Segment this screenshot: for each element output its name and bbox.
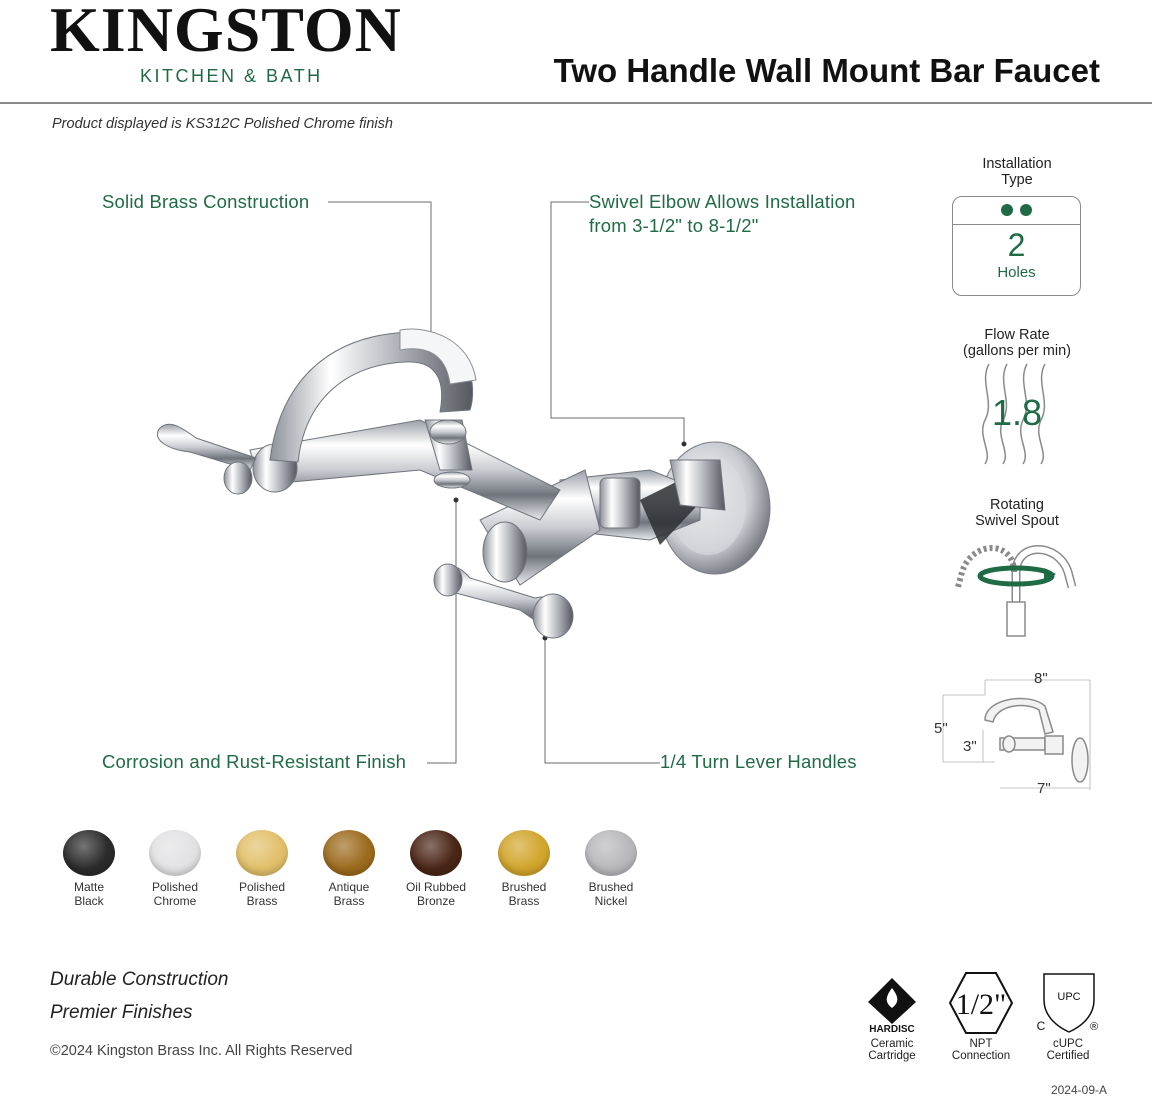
brand-subtitle: KITCHEN & BATH — [140, 66, 323, 86]
brand-logo: KINGSTON — [50, 0, 402, 65]
hardisc-logo-icon — [862, 972, 922, 1034]
installation-type-icon — [952, 196, 1081, 296]
callout-lever-handles: 1/4 Turn Lever Handles — [660, 751, 857, 772]
sink-deck-icon — [953, 197, 1080, 225]
cupc-logo-icon — [1032, 970, 1104, 1036]
copyright-text: 2024 Kingston Brass Inc. All Rights Reserved — [60, 1043, 353, 1059]
cupc-registered-text: ® — [1089, 1021, 1099, 1033]
callout-swivel-line2: from 3-1/2" to 8-1/2" — [589, 215, 759, 236]
tagline-premier: Premier Finishes — [50, 1002, 193, 1023]
flow-rate-label — [937, 327, 1097, 359]
finish-label-line2: Bronze — [416, 894, 456, 908]
cert-npt-line2: Connection — [951, 1050, 1011, 1062]
callout-swivel-elbow — [589, 190, 856, 238]
cert-hardisc-label — [847, 1038, 937, 1062]
dimension-height: 5" — [934, 720, 948, 737]
finish-label-line2: Brass — [333, 894, 365, 908]
page-title: Two Handle Wall Mount Bar Faucet — [553, 52, 1100, 89]
cupc-upc-text: UPC — [1057, 991, 1081, 1003]
flow-label-line2: (gallons per min) — [963, 343, 1071, 359]
dimension-inner: 3" — [963, 738, 977, 755]
npt-half-inch-icon — [946, 970, 1016, 1036]
finish-label-line1: Brushed — [588, 880, 634, 894]
callout-swivel-line1: Swivel Elbow Allows Installation — [589, 191, 856, 212]
cert-cupc-label — [1023, 1038, 1113, 1062]
finish-label-line1: Oil Rubbed — [405, 880, 467, 894]
cert-cupc-line1: cUPC — [1052, 1038, 1084, 1050]
dimension-width-top: 8" — [1034, 670, 1048, 687]
finish-label-line1: Brushed — [501, 880, 547, 894]
finish-label-line2: Chrome — [153, 894, 197, 908]
installation-label-line1: Installation — [982, 156, 1052, 172]
hole-count: 2 — [1007, 227, 1026, 263]
installation-label-line2: Type — [1001, 172, 1033, 188]
hole-dot-icon — [1001, 204, 1013, 216]
rotating-label-line1: Rotating — [989, 497, 1044, 513]
flow-rate-value: 1.8 — [991, 392, 1043, 433]
cert-hardisc-line2: Cartridge — [868, 1050, 916, 1062]
hardisc-logo-text: HARDISC — [869, 1024, 915, 1034]
callout-finish: Corrosion and Rust-Resistant Finish — [102, 751, 407, 772]
product-subtitle: Product displayed is KS312C Polished Chrome finish — [52, 116, 393, 132]
dimension-diagram — [935, 670, 1100, 795]
rotating-label-line2: Swivel Spout — [975, 513, 1059, 529]
document-code: 2024-09-A — [1050, 1083, 1107, 1097]
cupc-c-text: C — [1036, 1019, 1046, 1033]
flow-label-line1: Flow Rate — [984, 327, 1050, 343]
finish-label-line1: Polished — [238, 880, 286, 894]
copyright-symbol: © — [50, 1043, 61, 1059]
hole-unit: Holes — [997, 264, 1036, 281]
tagline-durable: Durable Construction — [50, 969, 229, 990]
cert-hardisc-line1: Ceramic — [870, 1038, 914, 1050]
finish-label-line2: Brass — [246, 894, 278, 908]
finish-label-line2: Nickel — [594, 894, 628, 908]
finish-label-line1: Antique — [328, 880, 370, 894]
finish-label-line2: Black — [74, 894, 104, 908]
finish-label-line1: Polished — [151, 880, 199, 894]
npt-logo-text: 1/2" — [955, 988, 1007, 1021]
cert-cupc-line2: Certified — [1046, 1050, 1090, 1062]
dimension-width-bottom: 7" — [1037, 780, 1051, 797]
installation-type-label — [937, 156, 1097, 188]
swivel-spout-icon — [948, 532, 1084, 640]
rotating-spout-label — [937, 497, 1097, 529]
hole-dot-icon — [1020, 204, 1032, 216]
cert-npt-line1: NPT — [969, 1038, 993, 1050]
callout-solid-brass: Solid Brass Construction — [102, 191, 310, 212]
finish-label-line1: Matte — [73, 880, 104, 894]
copyright — [50, 1043, 352, 1059]
finish-label-line2: Brass — [508, 894, 540, 908]
cert-npt-label — [936, 1038, 1026, 1062]
